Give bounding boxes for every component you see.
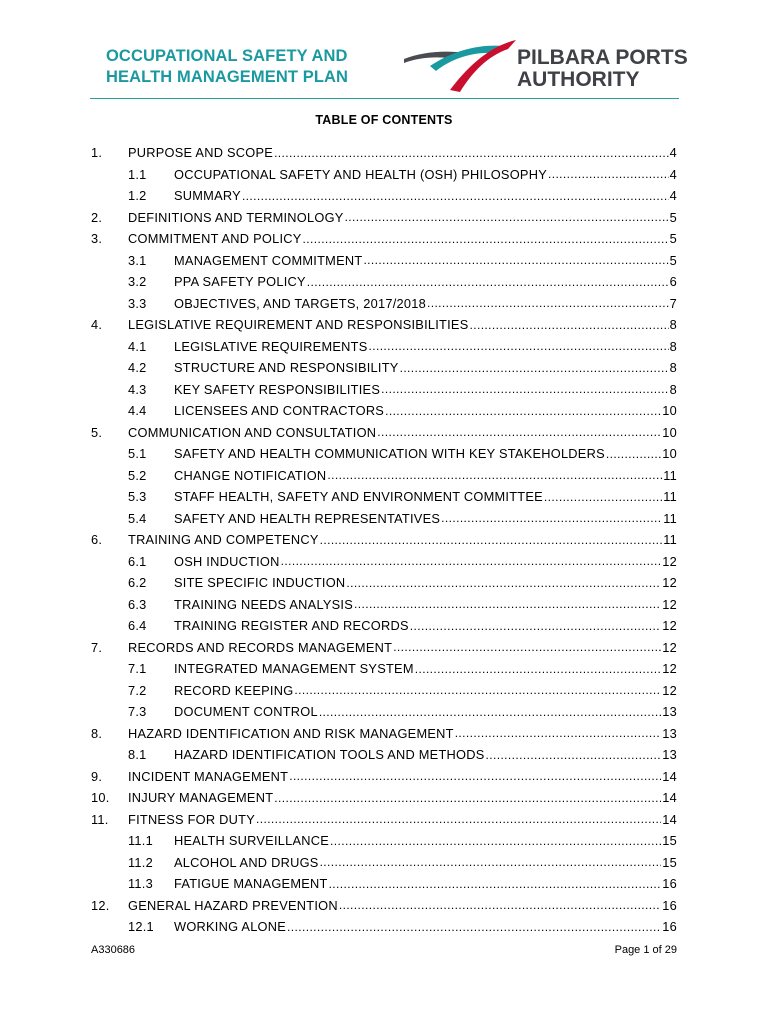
toc-dot-leader (274, 146, 669, 160)
toc-entry-title: HEALTH SURVEILLANCE (174, 833, 330, 849)
toc-entry-title: WORKING ALONE (174, 919, 287, 935)
toc-entry-number: 3.2 (128, 274, 147, 290)
toc-entry[interactable] (91, 787, 677, 809)
toc-dot-leader (327, 468, 662, 482)
footer-page-number: Page 1 of 29 (614, 944, 677, 956)
toc-entry-page: 16 (662, 919, 677, 935)
toc-heading: TABLE OF CONTENTS (315, 113, 453, 127)
toc-entry[interactable] (91, 895, 677, 917)
toc-entry-title: DOCUMENT CONTROL (174, 704, 318, 720)
toc-dot-leader (339, 898, 661, 912)
toc-dot-leader (281, 554, 662, 568)
toc-entry[interactable] (91, 271, 677, 293)
toc-dot-leader (410, 619, 661, 633)
toc-entry-page: 12 (662, 618, 677, 634)
toc-dot-leader (329, 877, 662, 891)
toc-dot-leader (377, 425, 661, 439)
toc-entry-number: 1. (91, 145, 103, 161)
footer-document-id: A330686 (91, 944, 136, 956)
toc-entry-title: LICENSEES AND CONTRACTORS (174, 403, 385, 419)
toc-entry[interactable] (91, 422, 677, 444)
toc-entry-title: OCCUPATIONAL SAFETY AND HEALTH (OSH) PHILOSOPHY (174, 166, 547, 182)
toc-entry-page: 12 (662, 596, 677, 612)
toc-dot-leader (330, 834, 661, 848)
toc-dot-leader (256, 812, 661, 826)
toc-entry-number: 6.3 (128, 596, 147, 612)
toc-entry-number: 5.1 (128, 446, 147, 462)
toc-entry-title: COMMITMENT AND POLICY (128, 231, 302, 247)
toc-entry-number: 12. (91, 897, 110, 913)
toc-entry[interactable] (91, 336, 677, 358)
toc-entry-page: 10 (662, 403, 677, 419)
document-title-line-1: OCCUPATIONAL SAFETY AND (106, 47, 348, 65)
toc-dot-leader (345, 210, 669, 224)
toc-dot-leader (294, 683, 661, 697)
toc-entry[interactable] (91, 572, 677, 594)
toc-entry-page: 16 (662, 876, 677, 892)
toc-entry-title: HAZARD IDENTIFICATION AND RISK MANAGEMENT (128, 725, 454, 741)
toc-entry[interactable] (91, 873, 677, 895)
page-header (0, 0, 768, 100)
toc-dot-leader (544, 490, 662, 504)
toc-entry-page: 13 (662, 747, 677, 763)
toc-entry-number: 4.2 (128, 360, 147, 376)
toc-entry-number: 6.2 (128, 575, 147, 591)
toc-entry-title: MANAGEMENT COMMITMENT (174, 252, 363, 268)
toc-entry-number: 4.3 (128, 381, 147, 397)
toc-entry[interactable] (91, 830, 677, 852)
document-title-line-2: HEALTH MANAGEMENT PLAN (106, 68, 349, 86)
toc-entry-number: 7.2 (128, 682, 147, 698)
toc-dot-leader (486, 748, 662, 762)
toc-entry-title: DEFINITIONS AND TERMINOLOGY (128, 209, 344, 225)
toc-entry-number: 5.3 (128, 489, 147, 505)
toc-entry-page: 5 (669, 231, 677, 247)
toc-entry-number: 4. (91, 317, 103, 333)
toc-entry-title: INTEGRATED MANAGEMENT SYSTEM (174, 661, 414, 677)
toc-dot-leader (606, 447, 661, 461)
toc-entry[interactable] (91, 465, 677, 487)
toc-entry-page: 4 (669, 188, 677, 204)
toc-entry-title: PURPOSE AND SCOPE (128, 145, 274, 161)
toc-entry-number: 11.2 (128, 854, 153, 870)
toc-dot-leader (289, 769, 661, 783)
toc-dot-leader (400, 361, 669, 375)
toc-entry-page: 12 (662, 639, 677, 655)
toc-entry-page: 4 (669, 166, 677, 182)
toc-entry-number: 12.1 (128, 919, 154, 935)
toc-entry-title: FATIGUE MANAGEMENT (174, 876, 328, 892)
toc-entry-page: 10 (662, 446, 677, 462)
toc-entry-page: 15 (662, 833, 677, 849)
toc-entry-page: 15 (662, 854, 677, 870)
toc-entry-page: 13 (662, 704, 677, 720)
toc-entry[interactable] (91, 594, 677, 616)
toc-dot-leader (548, 167, 669, 181)
toc-entry[interactable] (91, 551, 677, 573)
toc-entry-number: 4.4 (128, 403, 147, 419)
toc-entry-number: 1.2 (128, 188, 147, 204)
toc-entry[interactable] (91, 529, 677, 551)
toc-entry-title: RECORD KEEPING (174, 682, 294, 698)
toc-entry[interactable] (91, 142, 677, 164)
toc-entry-page: 12 (662, 661, 677, 677)
toc-entry-page: 16 (662, 897, 677, 913)
toc-entry[interactable] (91, 486, 677, 508)
toc-entry-page: 12 (662, 682, 677, 698)
logo-text-line-2: AUTHORITY (517, 68, 640, 91)
toc-entry[interactable] (91, 207, 677, 229)
toc-entry-title: SAFETY AND HEALTH REPRESENTATIVES (174, 510, 441, 526)
toc-dot-leader (470, 318, 669, 332)
toc-entry-number: 8.1 (128, 747, 147, 763)
toc-dot-leader (381, 382, 669, 396)
toc-entry-page: 12 (662, 575, 677, 591)
toc-entry[interactable] (91, 809, 677, 831)
toc-entry-number: 5.2 (128, 467, 147, 483)
toc-entry[interactable] (91, 164, 677, 186)
toc-entry-number: 3.3 (128, 295, 147, 311)
toc-entry[interactable] (91, 658, 677, 680)
toc-entry-page: 14 (662, 811, 677, 827)
toc-entry-page: 7 (669, 295, 677, 311)
toc-entry-title: SAFETY AND HEALTH COMMUNICATION WITH KEY STAKEHOLDERS (174, 446, 605, 462)
toc-dot-leader (320, 533, 663, 547)
toc-entry-page: 8 (669, 360, 677, 376)
toc-entry-page: 14 (662, 790, 677, 806)
table-of-contents (91, 142, 677, 938)
toc-dot-leader (363, 253, 668, 267)
pilbara-ports-logo (404, 38, 688, 94)
toc-dot-leader (441, 511, 662, 525)
toc-entry-number: 4.1 (128, 338, 147, 354)
toc-entry[interactable] (91, 357, 677, 379)
toc-entry-title: SUMMARY (174, 188, 241, 204)
toc-dot-leader (242, 189, 669, 203)
toc-entry-title: TRAINING AND COMPETENCY (128, 532, 319, 548)
toc-entry[interactable] (91, 615, 677, 637)
toc-entry-number: 5. (91, 424, 103, 440)
toc-entry-title: CHANGE NOTIFICATION (174, 467, 327, 483)
toc-entry[interactable] (91, 766, 677, 788)
toc-entry-page: 11 (663, 510, 677, 526)
toc-dot-leader (346, 576, 661, 590)
toc-entry-title: TRAINING REGISTER AND RECORDS (174, 618, 409, 634)
toc-entry-number: 7.3 (128, 704, 147, 720)
toc-dot-leader (369, 339, 669, 353)
toc-entry-title: PPA SAFETY POLICY (174, 274, 306, 290)
toc-entry-page: 6 (669, 274, 677, 290)
toc-entry-number: 11.1 (128, 833, 153, 849)
toc-entry[interactable] (91, 293, 677, 315)
toc-entry[interactable] (91, 379, 677, 401)
toc-entry-number: 11.3 (128, 876, 153, 892)
logo-text-line-1: PILBARA PORTS (517, 46, 688, 69)
toc-entry[interactable] (91, 852, 677, 874)
toc-entry-page: 5 (669, 209, 677, 225)
toc-entry-number: 7. (91, 639, 103, 655)
toc-entry-title: TRAINING NEEDS ANALYSIS (174, 596, 354, 612)
toc-entry[interactable] (91, 228, 677, 250)
toc-dot-leader (385, 404, 661, 418)
toc-entry-number: 10. (91, 790, 110, 806)
toc-entry-title: ALCOHOL AND DRUGS (174, 854, 319, 870)
toc-entry-title: INCIDENT MANAGEMENT (128, 768, 289, 784)
toc-entry[interactable] (91, 443, 677, 465)
toc-entry-number: 5.4 (128, 510, 147, 526)
toc-entry-title: COMMUNICATION AND CONSULTATION (128, 424, 377, 440)
toc-dot-leader (303, 232, 669, 246)
toc-dot-leader (393, 640, 661, 654)
toc-entry[interactable] (91, 680, 677, 702)
toc-entry-number: 6.1 (128, 553, 147, 569)
toc-entry-number: 2. (91, 209, 103, 225)
toc-entry-page: 8 (669, 338, 677, 354)
toc-entry-title: FITNESS FOR DUTY (128, 811, 255, 827)
toc-entry[interactable] (91, 916, 677, 938)
toc-entry-title: STRUCTURE AND RESPONSIBILITY (174, 360, 399, 376)
toc-entry-page: 11 (663, 532, 677, 548)
toc-entry[interactable] (91, 723, 677, 745)
toc-entry-title: LEGISLATIVE REQUIREMENT AND RESPONSIBILITIES (128, 317, 469, 333)
toc-dot-leader (274, 791, 661, 805)
toc-entry[interactable] (91, 185, 677, 207)
toc-entry-page: 11 (663, 489, 677, 505)
toc-entry-number: 9. (91, 768, 103, 784)
toc-entry-title: INJURY MANAGEMENT (128, 790, 274, 806)
toc-entry-number: 8. (91, 725, 103, 741)
toc-entry-page: 13 (662, 725, 677, 741)
toc-entry-number: 6. (91, 532, 103, 548)
toc-entry-page: 10 (662, 424, 677, 440)
toc-entry[interactable] (91, 314, 677, 336)
toc-entry-page: 12 (662, 553, 677, 569)
toc-entry-title: HAZARD IDENTIFICATION TOOLS AND METHODS (174, 747, 485, 763)
toc-dot-leader (427, 296, 669, 310)
toc-dot-leader (287, 920, 661, 934)
toc-entry-number: 3. (91, 231, 103, 247)
toc-dot-leader (307, 275, 669, 289)
toc-entry[interactable] (91, 637, 677, 659)
toc-entry-title: OSH INDUCTION (174, 553, 280, 569)
toc-entry[interactable] (91, 744, 677, 766)
toc-dot-leader (415, 662, 662, 676)
toc-entry-title: RECORDS AND RECORDS MANAGEMENT (128, 639, 393, 655)
toc-dot-leader (320, 855, 662, 869)
toc-entry-title: GENERAL HAZARD PREVENTION (128, 897, 338, 913)
toc-entry-number: 6.4 (128, 618, 147, 634)
toc-entry-number: 3.1 (128, 252, 147, 268)
toc-entry[interactable] (91, 508, 677, 530)
toc-entry-title: SITE SPECIFIC INDUCTION (174, 575, 346, 591)
toc-entry-number: 11. (91, 811, 109, 827)
logo-wordmark (517, 47, 688, 91)
toc-dot-leader (354, 597, 661, 611)
document-title (106, 46, 348, 88)
toc-entry-page: 8 (669, 317, 677, 333)
toc-entry[interactable] (91, 701, 677, 723)
toc-entry-page: 14 (662, 768, 677, 784)
toc-entry-number: 7.1 (128, 661, 147, 677)
toc-entry-title: LEGISLATIVE REQUIREMENTS (174, 338, 368, 354)
toc-entry-title: STAFF HEALTH, SAFETY AND ENVIRONMENT COMMITTEE (174, 489, 543, 505)
toc-entry-number: 1.1 (128, 166, 147, 182)
header-divider (90, 98, 679, 99)
toc-entry-title: OBJECTIVES, AND TARGETS, 2017/2018 (174, 295, 426, 311)
toc-entry-title: KEY SAFETY RESPONSIBILITIES (174, 381, 381, 397)
toc-entry-page: 11 (663, 467, 677, 483)
toc-entry[interactable] (91, 250, 677, 272)
toc-dot-leader (455, 726, 662, 740)
toc-entry-page: 4 (669, 145, 677, 161)
toc-entry[interactable] (91, 400, 677, 422)
toc-entry-page: 8 (669, 381, 677, 397)
logo-swoosh-icon (404, 40, 516, 94)
toc-dot-leader (319, 705, 661, 719)
toc-entry-page: 5 (669, 252, 677, 268)
